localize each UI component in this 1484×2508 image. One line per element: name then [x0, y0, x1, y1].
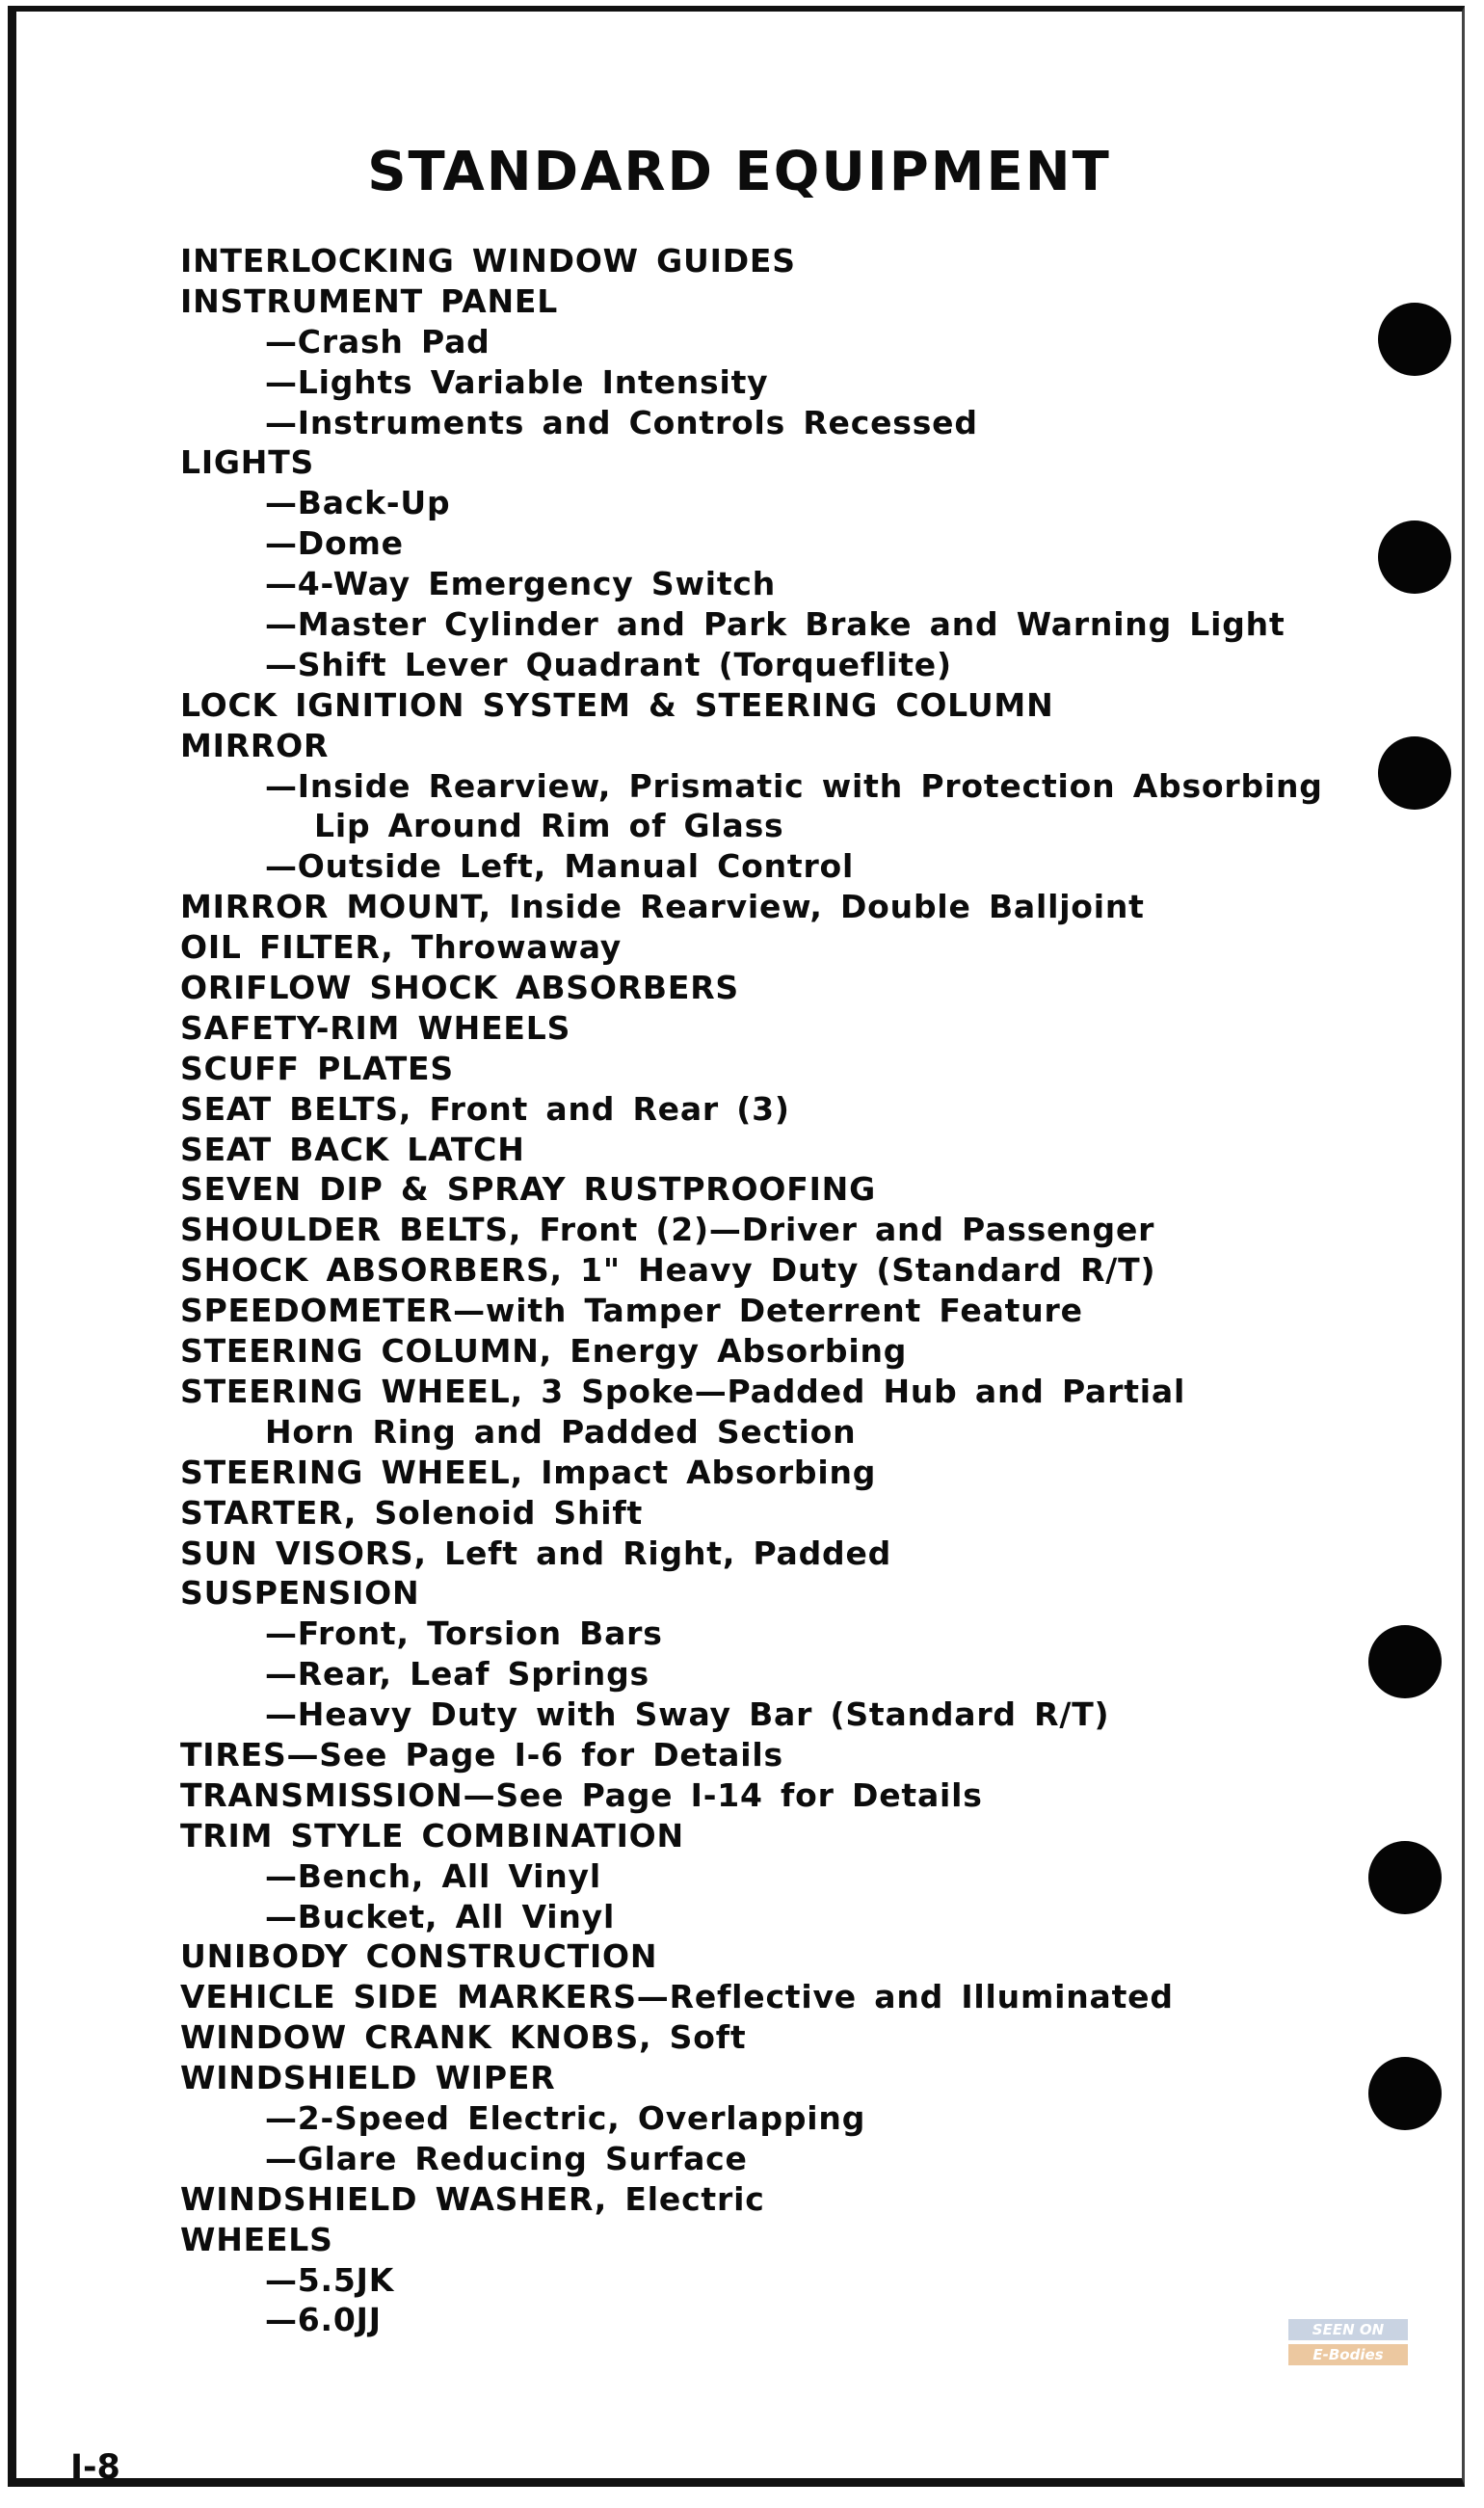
equipment-item: WINDSHIELD WIPER — [180, 2059, 556, 2097]
equipment-item: LOCK IGNITION SYSTEM & STEERING COLUMN — [180, 685, 1054, 724]
equipment-item: SUN VISORS, Left and Right, Padded — [180, 1534, 892, 1572]
binder-hole — [1378, 736, 1451, 810]
equipment-item: INTERLOCKING WINDOW GUIDES — [180, 242, 796, 280]
document-page — [8, 6, 1465, 2487]
equipment-subitem: —Rear, Leaf Springs — [265, 1655, 649, 1694]
equipment-item: MIRROR MOUNT, Inside Rearview, Double Balljoint — [180, 888, 1145, 926]
page-number: I-8 — [70, 2448, 120, 2487]
equipment-item: SPEEDOMETER—with Tamper Deterrent Feature — [180, 1292, 1083, 1330]
watermark-logo — [1288, 2319, 1408, 2365]
binder-hole — [1378, 303, 1451, 376]
equipment-subitem: —5.5JK — [265, 2260, 395, 2299]
equipment-subitem: —Back-Up — [265, 484, 451, 522]
equipment-subitem: —Outside Left, Manual Control — [265, 847, 855, 886]
equipment-item: UNIBODY CONSTRUCTION — [180, 1937, 658, 1976]
equipment-subitem: —Crash Pad — [265, 322, 490, 360]
equipment-subitem: Lip Around Rim of Glass — [314, 807, 784, 845]
equipment-subitem: —Master Cylinder and Park Brake and Warning Light — [265, 605, 1285, 644]
equipment-item: SEAT BELTS, Front and Rear (3) — [180, 1089, 790, 1128]
equipment-item: SAFETY-RIM WHEELS — [180, 1008, 571, 1047]
equipment-subitem: —Bucket, All Vinyl — [265, 1897, 616, 1935]
equipment-item: SUSPENSION — [180, 1574, 420, 1613]
equipment-item: LIGHTS — [180, 443, 315, 482]
equipment-item: OIL FILTER, Throwaway — [180, 928, 623, 967]
watermark-line: SEEN ON — [1288, 2319, 1408, 2340]
equipment-subitem: —4-Way Emergency Switch — [265, 565, 777, 603]
equipment-item: WINDOW CRANK KNOBS, Soft — [180, 2018, 747, 2057]
equipment-item: MIRROR — [180, 726, 330, 764]
equipment-item: SEAT BACK LATCH — [180, 1130, 525, 1168]
equipment-item: WINDSHIELD WASHER, Electric — [180, 2179, 765, 2218]
equipment-subitem: —Heavy Duty with Sway Bar (Standard R/T) — [265, 1695, 1110, 1734]
equipment-subitem: —6.0JJ — [265, 2301, 382, 2339]
equipment-subitem: —Bench, All Vinyl — [265, 1856, 601, 1895]
equipment-subitem: —Front, Torsion Bars — [265, 1614, 663, 1653]
equipment-item: SHOULDER BELTS, Front (2)—Driver and Passenger — [180, 1211, 1155, 1249]
binder-hole — [1368, 2057, 1442, 2130]
equipment-item: ORIFLOW SHOCK ABSORBERS — [180, 969, 739, 1007]
equipment-item: STARTER, Solenoid Shift — [180, 1493, 644, 1532]
equipment-item: TRIM STYLE COMBINATION — [180, 1816, 684, 1854]
equipment-item: WHEELS — [180, 2220, 333, 2258]
equipment-subitem: —2-Speed Electric, Overlapping — [265, 2098, 866, 2137]
equipment-subitem: —Glare Reducing Surface — [265, 2139, 748, 2177]
binder-hole — [1378, 520, 1451, 594]
equipment-item: INSTRUMENT PANEL — [180, 281, 559, 320]
watermark-line: E-Bodies — [1288, 2344, 1408, 2365]
equipment-item: SEVEN DIP & SPRAY RUSTPROOFING — [180, 1170, 876, 1209]
equipment-item: VEHICLE SIDE MARKERS—Reflective and Illuminated — [180, 1978, 1174, 2016]
binder-hole — [1368, 1625, 1442, 1698]
equipment-item: STEERING COLUMN, Energy Absorbing — [180, 1332, 908, 1371]
equipment-subitem: —Inside Rearview, Prismatic with Protection Absorbing — [265, 766, 1323, 805]
equipment-item: SCUFF PLATES — [180, 1049, 454, 1087]
equipment-subitem: —Instruments and Controls Recessed — [265, 403, 978, 441]
equipment-item: TIRES—See Page I-6 for Details — [180, 1735, 783, 1774]
binder-hole — [1368, 1841, 1442, 1914]
equipment-subitem: Horn Ring and Padded Section — [265, 1412, 857, 1451]
equipment-item: STEERING WHEEL, 3 Spoke—Padded Hub and Partial — [180, 1372, 1186, 1410]
page-title: STANDARD EQUIPMENT — [367, 141, 1111, 203]
equipment-subitem: —Lights Variable Intensity — [265, 362, 769, 401]
equipment-item: SHOCK ABSORBERS, 1" Heavy Duty (Standard R/T) — [180, 1251, 1156, 1290]
equipment-subitem: —Dome — [265, 524, 404, 563]
equipment-item: STEERING WHEEL, Impact Absorbing — [180, 1453, 877, 1491]
equipment-list — [180, 241, 1337, 2340]
equipment-item: TRANSMISSION—See Page I-14 for Details — [180, 1775, 983, 1814]
equipment-subitem: —Shift Lever Quadrant (Torqueflite) — [265, 645, 952, 683]
